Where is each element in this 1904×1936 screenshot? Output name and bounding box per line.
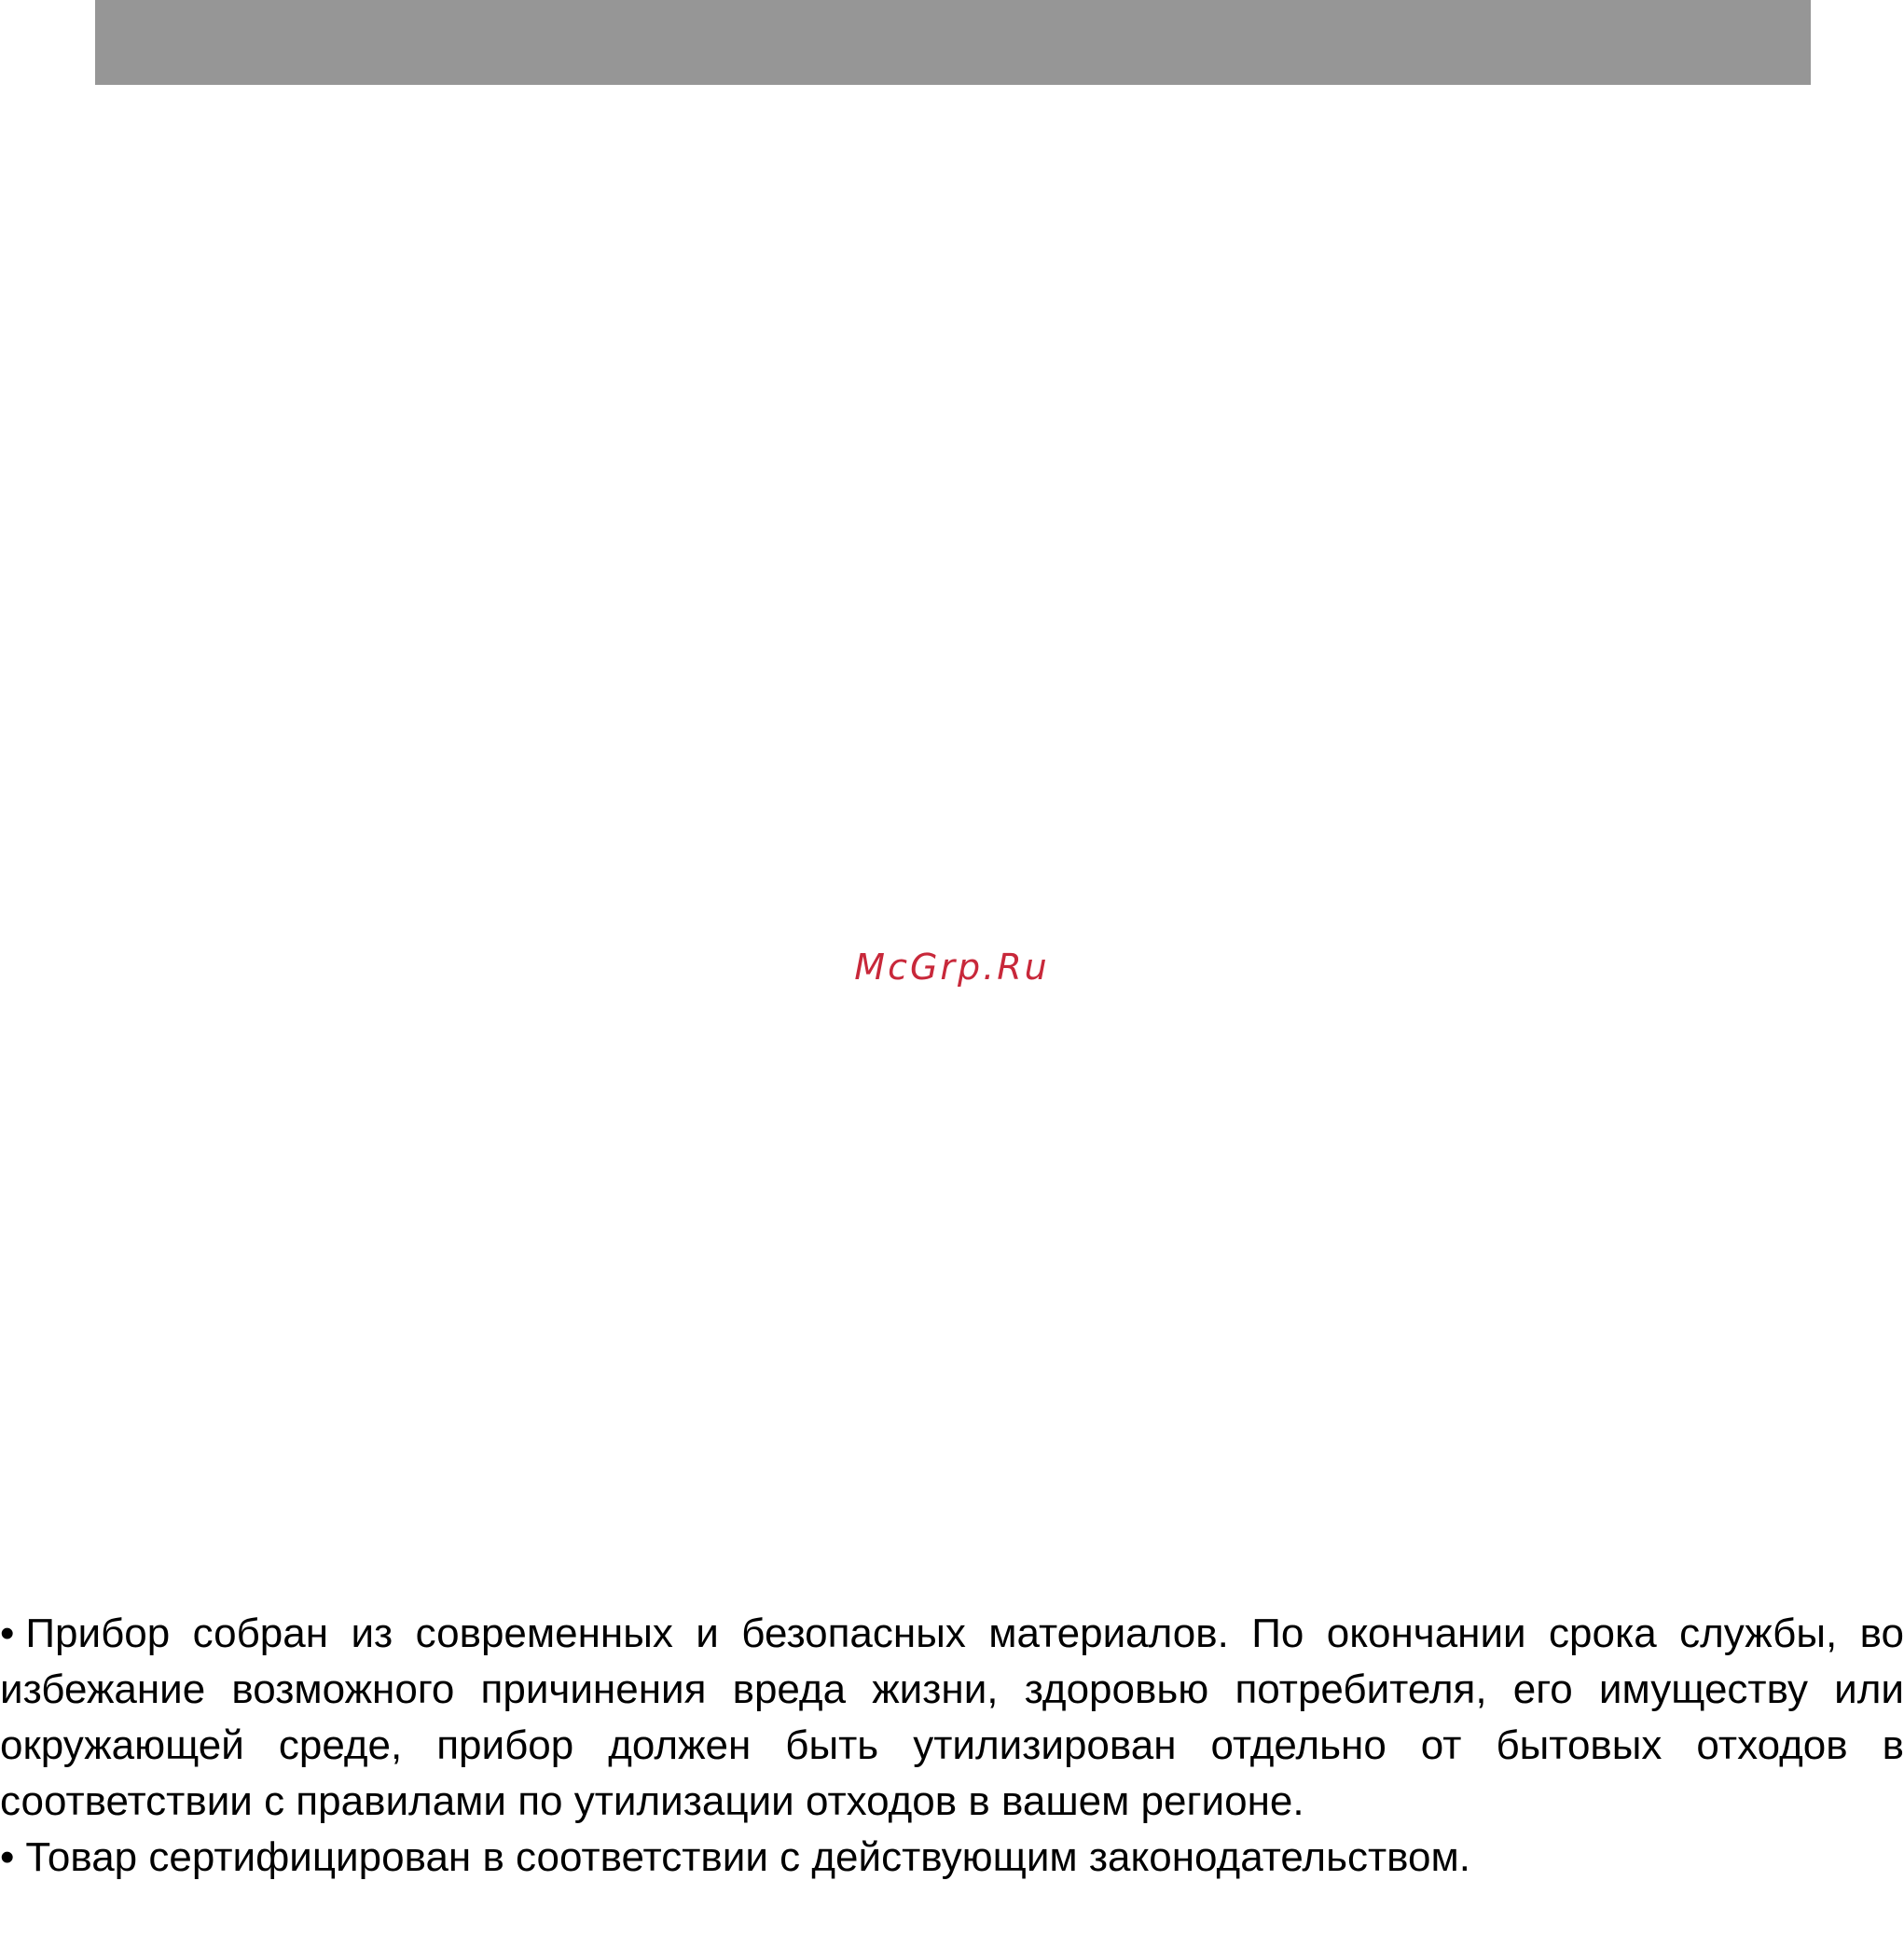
disposal-paragraph <box>0 1606 1904 1830</box>
watermark: McGrp.Ru <box>854 947 1050 988</box>
certification-paragraph <box>0 1830 1904 1886</box>
disposal-info-text <box>0 1606 1904 1886</box>
disposal-text: Прибор собран из современных и безопасных материалов. По окончании срока службы, во избежание возможного причинения вреда жизни, здоровью потребителя, его имуществу или окружающей среде, прибор должен быть утилизирован отдельно от бытовых отходов в соответствии с правилами по утилизации отходов в вашем регионе. <box>0 1611 1904 1824</box>
bullet-icon: • <box>0 1611 15 1656</box>
header-bar <box>95 0 1811 85</box>
bullet-icon: • <box>0 1834 15 1880</box>
certification-text: Товар сертифицирован в соответствии с действующим законодательством. <box>25 1834 1470 1880</box>
